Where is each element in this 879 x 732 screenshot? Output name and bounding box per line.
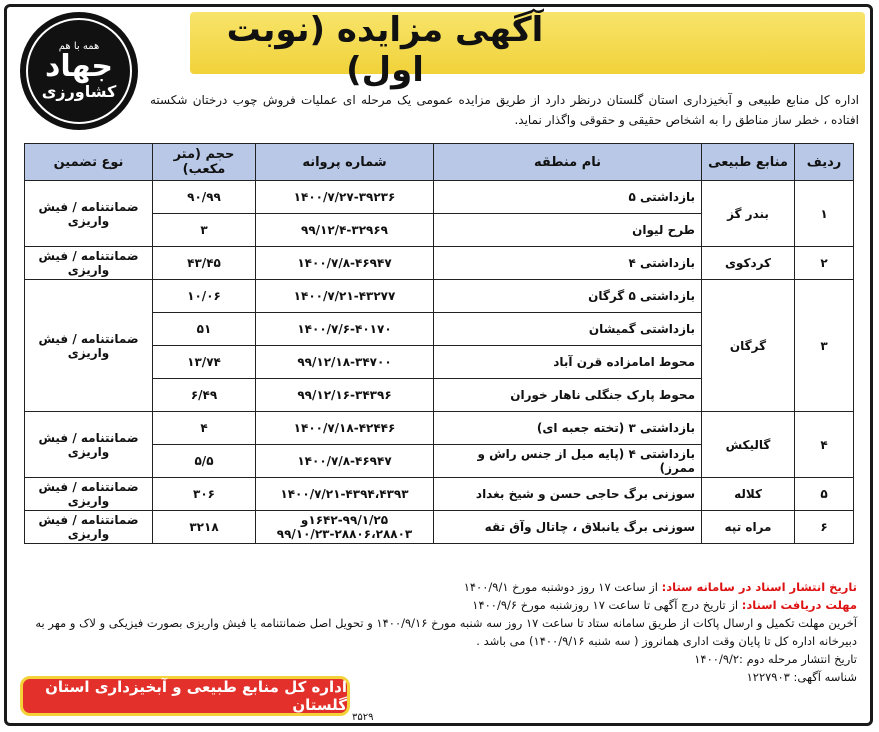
resource-office: کلاله <box>702 478 795 511</box>
row-number: ۶ <box>795 511 854 544</box>
jahad-logo <box>20 12 138 130</box>
page-number: ۳۵۲۹ <box>352 712 374 723</box>
row-number: ۵ <box>795 478 854 511</box>
table-row <box>25 412 854 445</box>
footer-line-2 <box>20 596 857 614</box>
footer-notes <box>20 578 857 686</box>
deadline-label: مهلت دریافت اسناد: <box>741 598 857 612</box>
volume: ۴ <box>153 412 256 445</box>
table-row <box>25 478 854 511</box>
volume: ۶/۴۹ <box>153 379 256 412</box>
footer-line-1 <box>20 578 857 596</box>
row-number: ۲ <box>795 247 854 280</box>
volume: ۵/۵ <box>153 445 256 478</box>
table-row <box>25 511 854 544</box>
deadline-text: از تاریخ درج آگهی تا ساعت ۱۷ روزشنبه مورخ ۱۴۰۰/۹/۶ <box>472 598 739 612</box>
footer-line-4: تاریخ انتشار مرحله دوم :۱۴۰۰/۹/۲ <box>694 652 857 666</box>
publish-text: از ساعت ۱۷ روز دوشنبه مورخ ۱۴۰۰/۹/۱ <box>463 580 658 594</box>
guarantee-type: ضمانتنامه / فیش واریزی <box>25 280 153 412</box>
resource-office: کردکوی <box>702 247 795 280</box>
table-body <box>25 181 854 544</box>
table-header-row <box>25 144 854 181</box>
volume: ۱۰/۰۶ <box>153 280 256 313</box>
logo-top-text: همه با هم <box>58 41 100 52</box>
permit-number: ۹۹/۱۲/۱۸-۳۴۷۰۰ <box>256 346 434 379</box>
volume: ۴۳/۴۵ <box>153 247 256 280</box>
permit-number: ۱۴۰۰/۷/۲۷-۳۹۲۳۶ <box>256 181 434 214</box>
guarantee-type: ضمانتنامه / فیش واریزی <box>25 478 153 511</box>
region-name: بازداشتی ۳ (تخته جعبه ای) <box>434 412 702 445</box>
table-row <box>25 247 854 280</box>
permit-number: ۹۹/۱۲/۴-۳۲۹۶۹ <box>256 214 434 247</box>
region-name: محوط امامزاده قرن آباد <box>434 346 702 379</box>
logo-sub-text: کشاورزی <box>41 82 117 101</box>
footer-line-3: آخرین مهلت تکمیل و ارسال پاکات از طریق سامانه ستاد تا ساعت ۱۷ روز سه شنبه مورخ ۱۴۰۰/۹/۱۶ و تحویل اصل ضمانتنامه یا فیش واریزی بصورت فیزیکی و لاک و مهر به دبیرخانه اداره کل تا پایان وقت اداری همانروز ( سه شنبه ۱۴۰۰/۹/۱۶) می باشد . <box>35 616 857 648</box>
col-resource: منابع طبیعی <box>702 144 795 181</box>
publish-label: تاریخ انتشار اسناد در سامانه ستاد: <box>661 580 857 594</box>
row-number: ۳ <box>795 280 854 412</box>
region-name: بازداشتی گمیشان <box>434 313 702 346</box>
resource-office: گالیکش <box>702 412 795 478</box>
region-name: طرح لیوان <box>434 214 702 247</box>
region-name: بازداشتی ۴ (پایه میل از جنس راش و ممرز) <box>434 445 702 478</box>
region-name: محوط پارک جنگلی ناهار خوران <box>434 379 702 412</box>
row-number: ۴ <box>795 412 854 478</box>
logo-main-text: جهاد <box>44 49 114 84</box>
page-title: آگهی مزایده (نوبت اول) <box>226 10 544 90</box>
region-name: سوزنی برگ یانبلاق ، چاتال وآق تقه <box>434 511 702 544</box>
permit-number: ۱۴۰۰/۷/۲۱-۴۳۹۴،۴۳۹۳ <box>256 478 434 511</box>
permit-number: ۱۴۰۰/۷/۶-۴۰۱۷۰ <box>256 313 434 346</box>
volume: ۹۰/۹۹ <box>153 181 256 214</box>
col-region: نام منطقه <box>434 144 702 181</box>
volume: ۱۳/۷۴ <box>153 346 256 379</box>
guarantee-type: ضمانتنامه / فیش واریزی <box>25 181 153 247</box>
intro-text: اداره کل منابع طبیعی و آبخیزداری استان گلستان درنظر دارد از طریق مزایده عمومی یک مرحله ای عملیات فروش چوب درختان شکسته افتاده ، خطر ساز مناطق را به اشخاص حقیقی و حقوقی واگذار نماید. <box>150 93 859 127</box>
guarantee-type: ضمانتنامه / فیش واریزی <box>25 511 153 544</box>
table-row <box>25 181 854 214</box>
col-row: ردیف <box>795 144 854 181</box>
volume: ۳۰۶ <box>153 478 256 511</box>
permit-number: ۱۴۰۰/۷/۱۸-۴۲۴۴۶ <box>256 412 434 445</box>
volume: ۳ <box>153 214 256 247</box>
region-name: بازداشتی ۴ <box>434 247 702 280</box>
volume: ۵۱ <box>153 313 256 346</box>
permit-number: ۱۶۴۲-۹۹/۱/۲۵و ۹۹/۱۰/۲۳-۲۸۸۰۶،۲۸۸۰۳ <box>256 511 434 544</box>
table-row <box>25 280 854 313</box>
permit-number: ۹۹/۱۲/۱۶-۳۴۳۹۶ <box>256 379 434 412</box>
permit-number: ۱۴۰۰/۷/۲۱-۴۳۲۷۷ <box>256 280 434 313</box>
col-volume: حجم (متر مکعب) <box>153 144 256 181</box>
col-guarantee: نوع تضمین <box>25 144 153 181</box>
resource-office: مراه تپه <box>702 511 795 544</box>
logo-ring <box>26 18 132 124</box>
auction-table <box>24 143 854 544</box>
region-name: بازداشتی ۵ <box>434 181 702 214</box>
col-permit: شماره پروانه <box>256 144 434 181</box>
volume: ۳۲۱۸ <box>153 511 256 544</box>
permit-number: ۱۴۰۰/۷/۸-۴۶۹۴۷ <box>256 445 434 478</box>
region-name: سوزنی برگ حاجی حسن و شیخ بغداد <box>434 478 702 511</box>
guarantee-type: ضمانتنامه / فیش واریزی <box>25 247 153 280</box>
resource-office: بندر گز <box>702 181 795 247</box>
guarantee-type: ضمانتنامه / فیش واریزی <box>25 412 153 478</box>
footer-line-5: شناسه آگهی: ۱۲۲۷۹۰۳ <box>746 670 857 684</box>
region-name: بازداشتی ۵ گرگان <box>434 280 702 313</box>
resource-office: گرگان <box>702 280 795 412</box>
permit-number: ۱۴۰۰/۷/۸-۴۶۹۴۷ <box>256 247 434 280</box>
agency-banner: اداره کل منابع طبیعی و آبخیزداری استان گلستان <box>20 676 350 716</box>
row-number: ۱ <box>795 181 854 247</box>
